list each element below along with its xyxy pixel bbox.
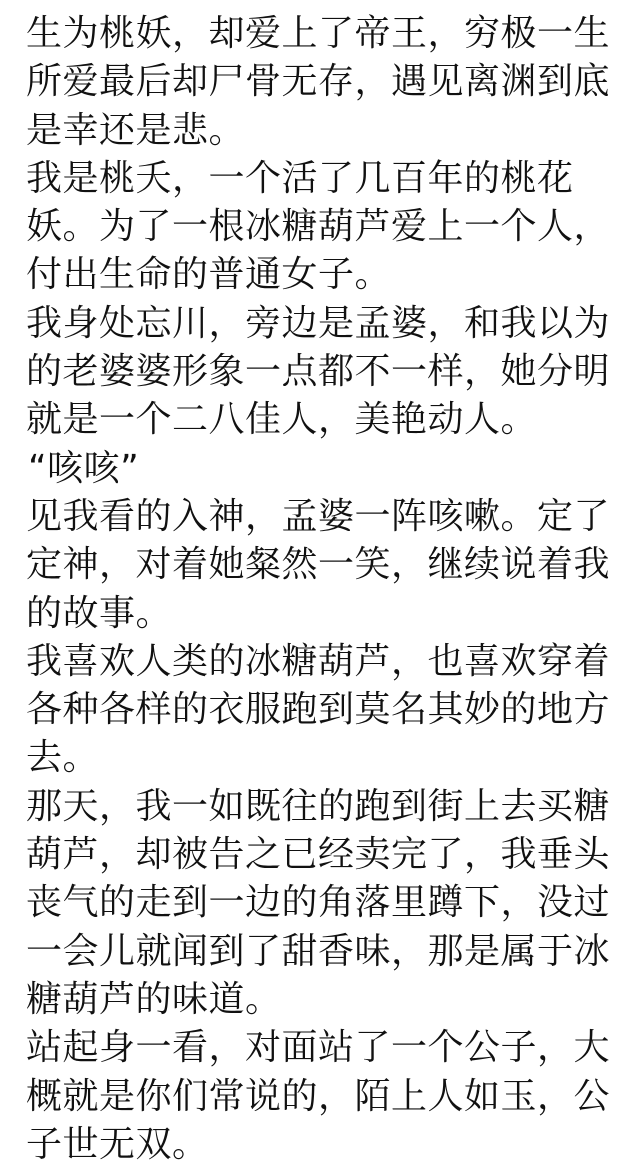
text-line: 葫芦，却被告之已经卖完了，我垂头 bbox=[26, 834, 611, 876]
text-line: 一会儿就闻到了甜香味，那是属于冰 bbox=[26, 930, 611, 972]
text-line: 的老婆婆形象一点都不一样，她分明 bbox=[26, 351, 611, 393]
text-line: 站起身一看，对面站了一个公子，大 bbox=[26, 1027, 611, 1069]
text-line: 那天，我一如既往的跑到街上去买糖 bbox=[26, 785, 611, 827]
text-line: 糖葫芦的味道。 bbox=[26, 978, 282, 1020]
text-line: 丧气的走到一边的角落里蹲下，没过 bbox=[26, 882, 611, 924]
text-line: 是幸还是悲。 bbox=[26, 109, 246, 151]
text-line: 我喜欢人类的冰糖葫芦，也喜欢穿着 bbox=[26, 640, 611, 682]
text-line: 见我看的入神，孟婆一阵咳嗽。定了 bbox=[26, 495, 611, 537]
text-line: 我是桃夭，一个活了几百年的桃花 bbox=[26, 157, 574, 199]
text-line: 的故事。 bbox=[26, 592, 173, 634]
text-line: 生为桃妖，却爱上了帝王，穷极一生 bbox=[26, 13, 611, 54]
text-line: 所爱最后却尸骨无存，遇见离渊到底 bbox=[26, 61, 611, 103]
text-line: 就是一个二八佳人，美艳动人。 bbox=[26, 399, 538, 441]
text-line: 定神，对着她粲然一笑，继续说着我 bbox=[26, 544, 611, 586]
text-line: 各种各样的衣服跑到莫名其妙的地方 bbox=[26, 689, 611, 731]
story-text bbox=[26, 10, 616, 1169]
text-line: 去。 bbox=[26, 737, 100, 779]
text-line: 概就是你们常说的，陌上人如玉，公 bbox=[26, 1075, 611, 1117]
text-line: 妖。为了一根冰糖葫芦爱上一个人， bbox=[26, 206, 611, 248]
text-line: 子世无双。 bbox=[26, 1123, 209, 1165]
text-line: 我身处忘川，旁边是孟婆，和我以为 bbox=[26, 302, 611, 344]
text-line: 付出生命的普通女子。 bbox=[26, 254, 392, 296]
dialogue-line: “咳咳” bbox=[28, 447, 140, 489]
